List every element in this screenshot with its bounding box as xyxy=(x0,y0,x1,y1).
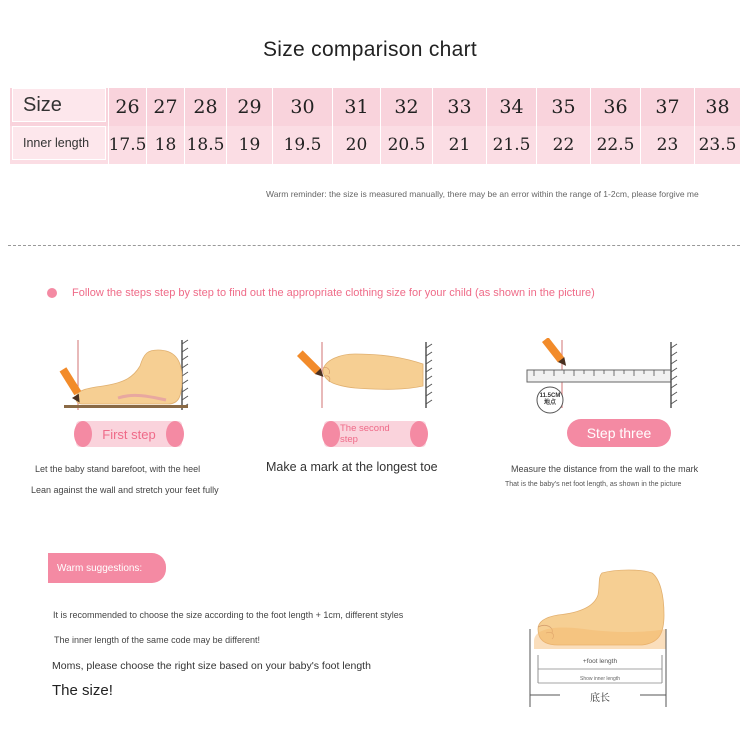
length-cell: 23 xyxy=(640,126,694,164)
size-cell: 26 xyxy=(108,88,146,126)
length-cell: 17.5 xyxy=(108,126,146,164)
length-cell: 20.5 xyxy=(380,126,432,164)
size-cell: 37 xyxy=(640,88,694,126)
wall-icon xyxy=(182,340,188,410)
step2-text-line: Make a mark at the longest toe xyxy=(266,460,438,474)
step1-text-line: Lean against the wall and stretch your feet fully xyxy=(31,485,219,495)
sole-length-label: 底长 xyxy=(560,689,640,704)
foot-length-label: +foot length xyxy=(582,658,618,665)
length-cell: 23.5 xyxy=(694,126,740,164)
length-cell: 22.5 xyxy=(590,126,640,164)
length-cell: 18 xyxy=(146,126,184,164)
measurement-label: 11.5CM 地点 xyxy=(539,393,561,406)
step2-illustration xyxy=(295,340,435,410)
inner-length-label: Show inner length xyxy=(579,676,621,682)
chart-title: Size comparison chart xyxy=(262,38,478,61)
pill-cap xyxy=(410,421,428,447)
size-row xyxy=(10,88,740,126)
length-row xyxy=(10,126,740,164)
size-cell: 28 xyxy=(184,88,226,126)
size-cell: 31 xyxy=(332,88,380,126)
size-cell: 30 xyxy=(272,88,332,126)
size-cell: 35 xyxy=(536,88,590,126)
length-cell: 19.5 xyxy=(272,126,332,164)
size-cell: 34 xyxy=(486,88,536,126)
step3-text-line: Measure the distance from the wall to the mark xyxy=(511,464,699,474)
length-cell: 19 xyxy=(226,126,272,164)
length-cell: 20 xyxy=(332,126,380,164)
section-divider xyxy=(8,245,740,246)
length-cell: 22 xyxy=(536,126,590,164)
size-cell: 27 xyxy=(146,88,184,126)
suggestion-line: Moms, please choose the right size based on your baby's foot length xyxy=(52,660,371,672)
step3-text-line: That is the baby's net foot length, as shown in the picture xyxy=(505,481,682,488)
step3-pill: Step three xyxy=(567,419,671,447)
size-cell: 32 xyxy=(380,88,432,126)
size-header: Size xyxy=(12,88,106,122)
step1-pill xyxy=(76,421,182,447)
warm-suggestions-badge: Warm suggestions: xyxy=(48,553,166,583)
wall-icon xyxy=(671,342,677,408)
pencil-icon xyxy=(542,338,569,368)
step2-label: The second step xyxy=(340,423,390,445)
bullet-dot xyxy=(47,288,57,298)
step1-label: First step xyxy=(102,426,156,442)
length-cell: 21.5 xyxy=(486,126,536,164)
step1-text-line: Let the baby stand barefoot, with the heel xyxy=(35,464,201,474)
suggestion-line: It is recommended to choose the size according to the foot length + 1cm, different styles xyxy=(53,610,404,620)
step1-illustration xyxy=(48,338,203,413)
warm-reminder: Warm reminder: the size is measured manually, there may be an error within the range of 1-2cm, please forgive me xyxy=(266,189,699,199)
floor-ruler xyxy=(64,405,188,408)
foot-icon xyxy=(323,354,423,389)
foot-icon xyxy=(76,350,182,404)
length-cell: 21 xyxy=(432,126,486,164)
size-cell: 38 xyxy=(694,88,740,126)
size-table xyxy=(10,88,740,164)
wall-icon xyxy=(426,342,432,408)
suggestion-line: The size! xyxy=(52,682,113,699)
ruler-icon xyxy=(527,370,671,382)
size-cell: 36 xyxy=(590,88,640,126)
length-cell: 18.5 xyxy=(184,126,226,164)
size-cell: 33 xyxy=(432,88,486,126)
pill-cap xyxy=(322,421,340,447)
suggestion-line: The inner length of the same code may be different! xyxy=(54,635,260,645)
instruction-text: Follow the steps step by step to find out the appropriate clothing size for your child (as shown in the picture) xyxy=(72,287,595,299)
step2-pill xyxy=(324,421,426,447)
size-cell: 29 xyxy=(226,88,272,126)
length-header: Inner length xyxy=(12,126,106,160)
